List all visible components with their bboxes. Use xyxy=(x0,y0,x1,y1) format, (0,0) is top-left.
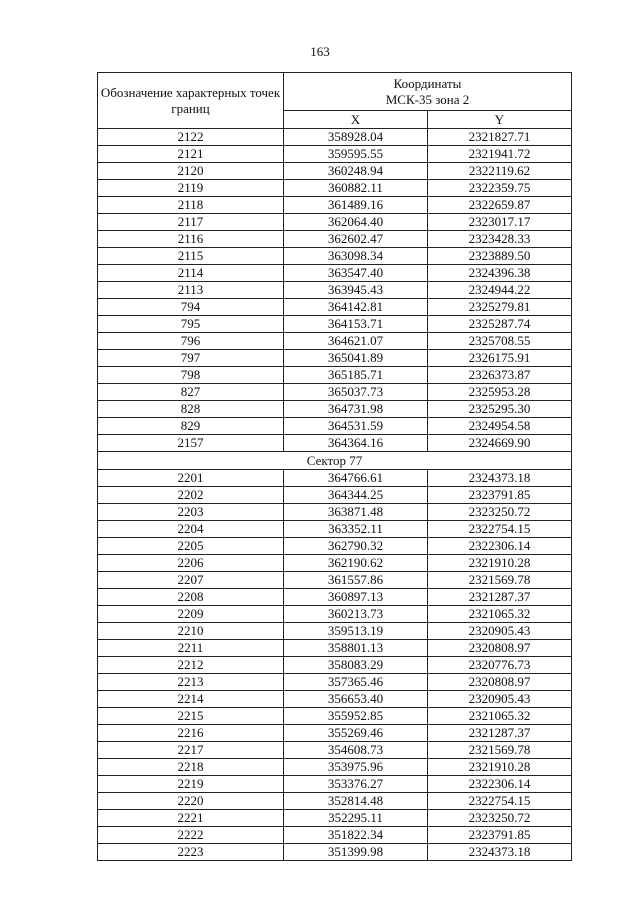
table-row xyxy=(98,316,572,333)
y-coordinate-cell: 2324373.18 xyxy=(428,470,572,487)
x-coordinate-cell: 363352.11 xyxy=(284,521,428,538)
point-id-cell: 2221 xyxy=(98,810,284,827)
table-row xyxy=(98,146,572,163)
y-coordinate-cell: 2320905.43 xyxy=(428,623,572,640)
table-row xyxy=(98,504,572,521)
x-coordinate-cell: 355952.85 xyxy=(284,708,428,725)
table-row xyxy=(98,163,572,180)
section-row-group xyxy=(98,452,572,470)
table-row xyxy=(98,282,572,299)
table-row xyxy=(98,180,572,197)
header-coordinates-title: Координаты xyxy=(393,75,462,91)
table-row xyxy=(98,435,572,452)
table-row xyxy=(98,401,572,418)
y-coordinate-cell: 2321827.71 xyxy=(428,129,572,146)
x-coordinate-cell: 360248.94 xyxy=(284,163,428,180)
x-coordinate-cell: 362790.32 xyxy=(284,538,428,555)
x-coordinate-cell: 360897.13 xyxy=(284,589,428,606)
y-coordinate-cell: 2322754.15 xyxy=(428,793,572,810)
point-id-cell: 794 xyxy=(98,299,284,316)
y-coordinate-cell: 2325295.30 xyxy=(428,401,572,418)
header-x: X xyxy=(284,111,428,129)
x-coordinate-cell: 360213.73 xyxy=(284,606,428,623)
point-id-cell: 828 xyxy=(98,401,284,418)
header-point-designation: Обозначение характерных точек границ xyxy=(98,73,284,129)
table-row xyxy=(98,367,572,384)
y-coordinate-cell: 2321910.28 xyxy=(428,759,572,776)
table-row xyxy=(98,606,572,623)
table-row xyxy=(98,384,572,401)
point-id-cell: 2212 xyxy=(98,657,284,674)
table-row xyxy=(98,844,572,861)
table-row xyxy=(98,708,572,725)
x-coordinate-cell: 359513.19 xyxy=(284,623,428,640)
point-id-cell: 2214 xyxy=(98,691,284,708)
point-id-cell: 2209 xyxy=(98,606,284,623)
table-row xyxy=(98,197,572,214)
y-coordinate-cell: 2321910.28 xyxy=(428,555,572,572)
point-id-cell: 827 xyxy=(98,384,284,401)
x-coordinate-cell: 356653.40 xyxy=(284,691,428,708)
point-id-cell: 2215 xyxy=(98,708,284,725)
x-coordinate-cell: 355269.46 xyxy=(284,725,428,742)
y-coordinate-cell: 2324954.58 xyxy=(428,418,572,435)
y-coordinate-cell: 2322119.62 xyxy=(428,163,572,180)
point-id-cell: 798 xyxy=(98,367,284,384)
header-coordinates xyxy=(284,73,572,111)
y-coordinate-cell: 2326373.87 xyxy=(428,367,572,384)
x-coordinate-cell: 365037.73 xyxy=(284,384,428,401)
y-coordinate-cell: 2324669.90 xyxy=(428,435,572,452)
x-coordinate-cell: 358083.29 xyxy=(284,657,428,674)
y-coordinate-cell: 2322306.14 xyxy=(428,776,572,793)
y-coordinate-cell: 2323428.33 xyxy=(428,231,572,248)
point-id-cell: 2122 xyxy=(98,129,284,146)
x-coordinate-cell: 364731.98 xyxy=(284,401,428,418)
x-coordinate-cell: 364344.25 xyxy=(284,487,428,504)
table-row xyxy=(98,538,572,555)
point-id-cell: 2222 xyxy=(98,827,284,844)
y-coordinate-cell: 2324396.38 xyxy=(428,265,572,282)
table-row xyxy=(98,623,572,640)
point-id-cell: 2218 xyxy=(98,759,284,776)
y-coordinate-cell: 2323791.85 xyxy=(428,827,572,844)
point-id-cell: 2113 xyxy=(98,282,284,299)
x-coordinate-cell: 365041.89 xyxy=(284,350,428,367)
x-coordinate-cell: 351399.98 xyxy=(284,844,428,861)
point-id-cell: 796 xyxy=(98,333,284,350)
point-id-cell: 2205 xyxy=(98,538,284,555)
y-coordinate-cell: 2322359.75 xyxy=(428,180,572,197)
header-coordinates-system: МСК-35 зона 2 xyxy=(385,91,470,107)
y-coordinate-cell: 2320808.97 xyxy=(428,640,572,657)
point-id-cell: 2117 xyxy=(98,214,284,231)
table-row xyxy=(98,265,572,282)
y-coordinate-cell: 2321287.37 xyxy=(428,589,572,606)
table-body-first xyxy=(98,129,572,452)
section-row xyxy=(98,452,572,470)
x-coordinate-cell: 365185.71 xyxy=(284,367,428,384)
x-coordinate-cell: 364153.71 xyxy=(284,316,428,333)
point-id-cell: 2216 xyxy=(98,725,284,742)
coordinates-table xyxy=(97,72,572,861)
y-coordinate-cell: 2324373.18 xyxy=(428,844,572,861)
table-row xyxy=(98,350,572,367)
table-row xyxy=(98,589,572,606)
x-coordinate-cell: 364364.16 xyxy=(284,435,428,452)
table-row xyxy=(98,742,572,759)
table-row xyxy=(98,691,572,708)
y-coordinate-cell: 2323791.85 xyxy=(428,487,572,504)
x-coordinate-cell: 364766.61 xyxy=(284,470,428,487)
y-coordinate-cell: 2323889.50 xyxy=(428,248,572,265)
y-coordinate-cell: 2324944.22 xyxy=(428,282,572,299)
table-row xyxy=(98,759,572,776)
y-coordinate-cell: 2325953.28 xyxy=(428,384,572,401)
table-row xyxy=(98,657,572,674)
x-coordinate-cell: 362602.47 xyxy=(284,231,428,248)
point-id-cell: 2202 xyxy=(98,487,284,504)
y-coordinate-cell: 2323250.72 xyxy=(428,810,572,827)
y-coordinate-cell: 2325708.55 xyxy=(428,333,572,350)
y-coordinate-cell: 2322306.14 xyxy=(428,538,572,555)
point-id-cell: 2220 xyxy=(98,793,284,810)
point-id-cell: 2203 xyxy=(98,504,284,521)
y-coordinate-cell: 2322659.87 xyxy=(428,197,572,214)
point-id-cell: 2217 xyxy=(98,742,284,759)
y-coordinate-cell: 2322754.15 xyxy=(428,521,572,538)
table-row xyxy=(98,810,572,827)
x-coordinate-cell: 354608.73 xyxy=(284,742,428,759)
table-row xyxy=(98,299,572,316)
y-coordinate-cell: 2325287.74 xyxy=(428,316,572,333)
point-id-cell: 2114 xyxy=(98,265,284,282)
point-id-cell: 2211 xyxy=(98,640,284,657)
header-y: Y xyxy=(428,111,572,129)
table-row xyxy=(98,129,572,146)
point-id-cell: 2206 xyxy=(98,555,284,572)
y-coordinate-cell: 2321941.72 xyxy=(428,146,572,163)
table-row xyxy=(98,231,572,248)
table-body-second xyxy=(98,470,572,861)
point-id-cell: 2210 xyxy=(98,623,284,640)
point-id-cell: 829 xyxy=(98,418,284,435)
point-id-cell: 2204 xyxy=(98,521,284,538)
y-coordinate-cell: 2323250.72 xyxy=(428,504,572,521)
x-coordinate-cell: 362190.62 xyxy=(284,555,428,572)
point-id-cell: 2207 xyxy=(98,572,284,589)
x-coordinate-cell: 353376.27 xyxy=(284,776,428,793)
x-coordinate-cell: 358928.04 xyxy=(284,129,428,146)
point-id-cell: 795 xyxy=(98,316,284,333)
y-coordinate-cell: 2321569.78 xyxy=(428,742,572,759)
point-id-cell: 2119 xyxy=(98,180,284,197)
point-id-cell: 2121 xyxy=(98,146,284,163)
x-coordinate-cell: 363945.43 xyxy=(284,282,428,299)
table-row xyxy=(98,214,572,231)
x-coordinate-cell: 352814.48 xyxy=(284,793,428,810)
section-label: Сектор 77 xyxy=(98,452,572,470)
y-coordinate-cell: 2321065.32 xyxy=(428,606,572,623)
table-row xyxy=(98,333,572,350)
y-coordinate-cell: 2321569.78 xyxy=(428,572,572,589)
x-coordinate-cell: 359595.55 xyxy=(284,146,428,163)
x-coordinate-cell: 361489.16 xyxy=(284,197,428,214)
point-id-cell: 2219 xyxy=(98,776,284,793)
x-coordinate-cell: 363871.48 xyxy=(284,504,428,521)
table-row xyxy=(98,418,572,435)
y-coordinate-cell: 2321287.37 xyxy=(428,725,572,742)
point-id-cell: 2115 xyxy=(98,248,284,265)
table-row xyxy=(98,521,572,538)
y-coordinate-cell: 2321065.32 xyxy=(428,708,572,725)
table-row xyxy=(98,725,572,742)
x-coordinate-cell: 361557.86 xyxy=(284,572,428,589)
point-id-cell: 2223 xyxy=(98,844,284,861)
point-id-cell: 2213 xyxy=(98,674,284,691)
x-coordinate-cell: 364142.81 xyxy=(284,299,428,316)
x-coordinate-cell: 360882.11 xyxy=(284,180,428,197)
table-row xyxy=(98,248,572,265)
x-coordinate-cell: 351822.34 xyxy=(284,827,428,844)
x-coordinate-cell: 352295.11 xyxy=(284,810,428,827)
table-row xyxy=(98,572,572,589)
table-row xyxy=(98,776,572,793)
table-row xyxy=(98,470,572,487)
point-id-cell: 2157 xyxy=(98,435,284,452)
point-id-cell: 797 xyxy=(98,350,284,367)
point-id-cell: 2120 xyxy=(98,163,284,180)
table-row xyxy=(98,555,572,572)
x-coordinate-cell: 364531.59 xyxy=(284,418,428,435)
y-coordinate-cell: 2320776.73 xyxy=(428,657,572,674)
x-coordinate-cell: 358801.13 xyxy=(284,640,428,657)
table-row xyxy=(98,487,572,504)
y-coordinate-cell: 2320808.97 xyxy=(428,674,572,691)
table-row xyxy=(98,827,572,844)
x-coordinate-cell: 363098.34 xyxy=(284,248,428,265)
point-id-cell: 2118 xyxy=(98,197,284,214)
y-coordinate-cell: 2320905.43 xyxy=(428,691,572,708)
point-id-cell: 2208 xyxy=(98,589,284,606)
point-id-cell: 2201 xyxy=(98,470,284,487)
y-coordinate-cell: 2326175.91 xyxy=(428,350,572,367)
y-coordinate-cell: 2323017.17 xyxy=(428,214,572,231)
x-coordinate-cell: 362064.40 xyxy=(284,214,428,231)
x-coordinate-cell: 353975.96 xyxy=(284,759,428,776)
table-row xyxy=(98,640,572,657)
table-row xyxy=(98,674,572,691)
x-coordinate-cell: 363547.40 xyxy=(284,265,428,282)
x-coordinate-cell: 364621.07 xyxy=(284,333,428,350)
table-row xyxy=(98,793,572,810)
x-coordinate-cell: 357365.46 xyxy=(284,674,428,691)
page-number: 163 xyxy=(310,44,330,59)
point-id-cell: 2116 xyxy=(98,231,284,248)
y-coordinate-cell: 2325279.81 xyxy=(428,299,572,316)
